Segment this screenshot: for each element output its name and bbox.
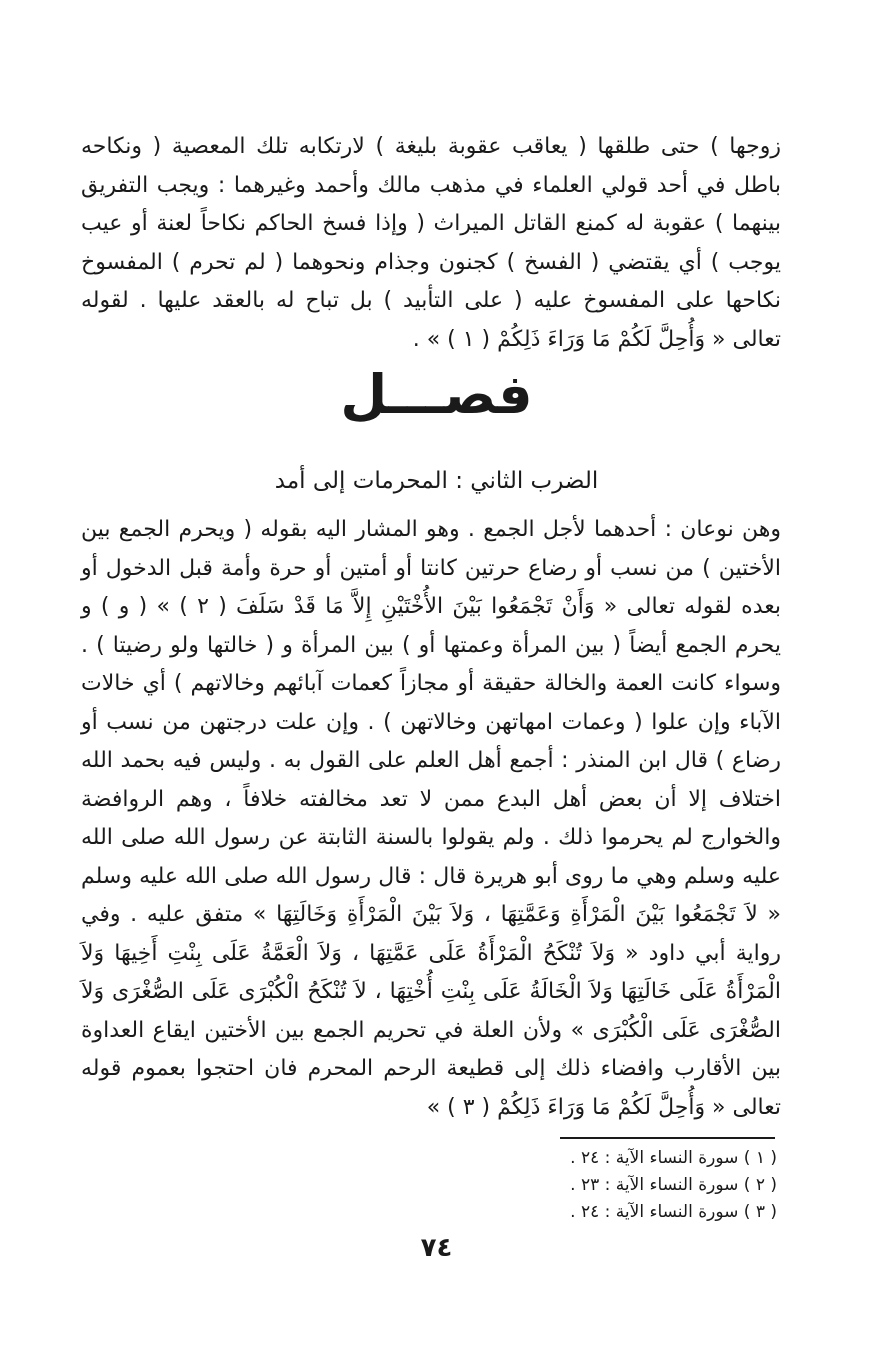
footnote-2: ( ٢ ) سورة النساء الآية : ٢٣ . (570, 1175, 777, 1195)
footnote-1: ( ١ ) سورة النساء الآية : ٢٤ . (570, 1148, 777, 1168)
section-heading: فصـــل (340, 363, 533, 426)
footnote-separator (560, 1137, 775, 1139)
footnote-3: ( ٣ ) سورة النساء الآية : ٢٤ . (570, 1202, 777, 1222)
section-subheading: الضرب الثاني : المحرمات إلى أمد (274, 468, 599, 494)
page-number: ٧٤ (420, 1233, 453, 1263)
paragraph-2: وهن نوعان : أحدهما لأجل الجمع . وهو المشار اليه بقوله ( ويحرم الجمع بين الأختين ) من نسب أو رضاع حرتين كانتا أو أمتين أو حرة وأمة قبل الدخول أو بعده لقوله تعالى « وَأَنْ تَجْمَعُوا بَيْنَ الأُخْتَيْنِ إِلاَّ مَا قَدْ سَلَفَ ( ٢ ) » ( و ) و يحرم الجمع أيضاً ( بين المرأة وعمتها أو ) بين المرأة و ( خالتها ولو رضيتا ) . وسواء كانت العمة والخالة حقيقة أو مجازاً كعمات آبائهم وخالاتهم ) أي خالات الآباء وإن علوا ( وعمات امهاتهن وخالاتهن ) . وإن علت درجتهن من نسب أو رضاع ) قال ابن المنذر : أجمع أهل العلم على القول به . وليس فيه بحمد الله اختلاف إلا أن بعض أهل البدع ممن لا تعد مخالفته خلافاً ، وهم الروافضة والخوارج لم يحرموا ذلك . ولم يقولوا بالسنة الثابتة عن رسول الله صلى الله عليه وسلم وهي ما روى أبو هريرة قال : قال رسول الله صلى الله عليه وسلم « لاَ تَجْمَعُوا بَيْنَ الْمَرْأَةِ وَعَمَّتِهَا ، وَلاَ بَيْنَ الْمَرْأَةِ وَخَالَتِهَا » متفق عليه . وفي رواية أبي داود « وَلاَ تُنْكَحُ الْمَرْأَةُ عَلَى عَمَّتِهَا ، وَلاَ الْعَمَّةُ عَلَى بِنْتِ أَخِيهَا وَلاَ الْمَرْأَةُ عَلَى خَالَتِهَا وَلاَ الْخَالَةُ عَلَى بِنْتِ أُخْتِهَا ، لاَ تُنْكَحُ الْكُبْرَى عَلَى الصُّغْرَى وَلاَ الصُّغْرَى عَلَى الْكُبْرَى » ولأن العلة في تحريم الجمع بين الأختين ايقاع العداوة بين الأقارب وافضاء ذلك إلى قطيعة الرحم المحرم فان احتجوا بعموم قوله تعالى « وَأُحِلَّ لَكُمْ مَا وَرَاءَ ذَلِكُمْ ( ٣ ) » (81, 517, 781, 1120)
footnotes (457, 1145, 777, 1226)
paragraph-1: زوجها ) حتى طلقها ( يعاقب عقوبة بليغة ) لارتكابه تلك المعصية ( ونكاحه باطل في أحد قولي العلماء في مذهب مالك وأحمد وغيرهما : ويجب التفريق بينهما ) عقوبة له كمنع القاتل الميراث ( وإذا فسخ الحاكم نكاحاً لعنة أو عيب يوجب ) أي يقتضي ( الفسخ ) كجنون وجذام ونحوهما ( لم تحرم ) المفسوخ نكاحها على المفسوخ عليه ( على التأبيد ) بل تباح له بالعقد عليها . لقوله تعالى « وَأُحِلَّ لَكُمْ مَا وَرَاءَ ذَلِكُمْ ( ١ ) » . (81, 134, 781, 352)
